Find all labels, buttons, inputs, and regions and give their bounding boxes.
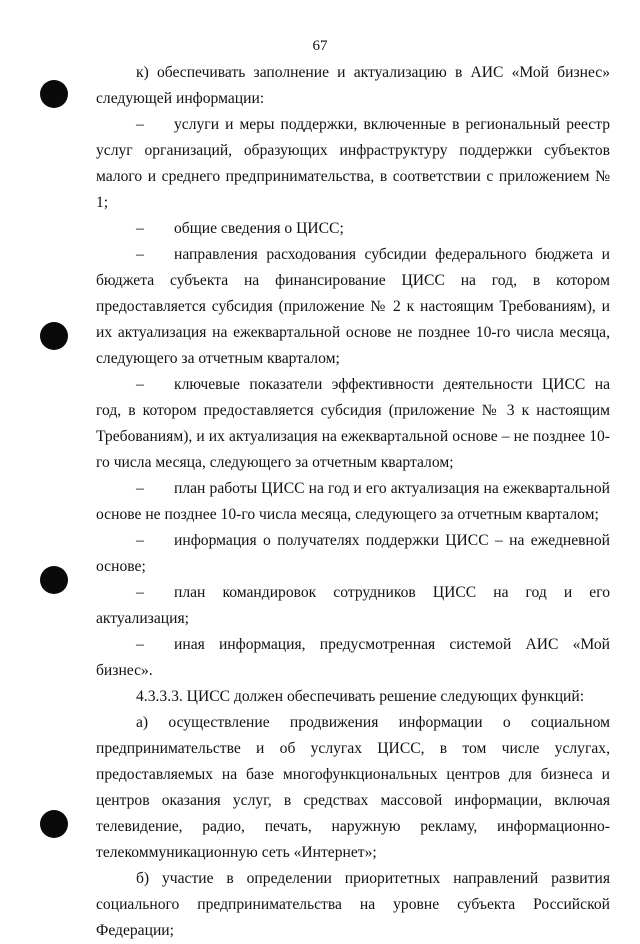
dash-marker: – bbox=[136, 584, 144, 601]
list-item bbox=[96, 216, 610, 242]
list-item-text: направления расходования субсидии федерального бюджета и бюджета субъекта на финансирование ЦИСС на год, в котором предоставляется субсидия (приложение № 2 к настоящим Требованиям), и их актуализация на ежеквартальной основе не позднее 10-го числа месяца, следующего за отчетным кварталом; bbox=[96, 246, 610, 367]
dash-marker: – bbox=[136, 532, 144, 549]
paragraph-k: к) обеспечивать заполнение и актуализацию в АИС «Мой бизнес» следующей информации: bbox=[96, 64, 610, 107]
list-item-text: иная информация, предусмотренная системой АИС «Мой бизнес». bbox=[96, 636, 610, 679]
binder-hole-1 bbox=[40, 80, 68, 108]
dash-marker: – bbox=[136, 480, 144, 497]
page-number: 67 bbox=[312, 38, 328, 54]
binder-hole-2 bbox=[40, 322, 68, 350]
dash-marker: – bbox=[136, 116, 144, 133]
binder-hole-4 bbox=[40, 810, 68, 838]
document-body bbox=[96, 60, 610, 944]
list-item bbox=[96, 528, 610, 580]
dash-marker: – bbox=[136, 246, 144, 263]
dash-marker: – bbox=[136, 636, 144, 653]
list-item bbox=[96, 112, 610, 216]
list-item bbox=[96, 372, 610, 476]
dash-marker: – bbox=[136, 376, 144, 393]
list-item bbox=[96, 242, 610, 372]
list-item bbox=[96, 632, 610, 684]
list-item-text: план командировок сотрудников ЦИСС на год и его актуализация; bbox=[96, 584, 610, 627]
list-item bbox=[96, 580, 610, 632]
list-item-text: общие сведения о ЦИСС; bbox=[174, 220, 344, 237]
section-heading-4-3-3-3: 4.3.3.3. ЦИСС должен обеспечивать решение следующих функций: bbox=[136, 688, 585, 705]
list-item-text: информация о получателях поддержки ЦИСС – на ежедневной основе; bbox=[96, 532, 610, 575]
list-item-text: ключевые показатели эффективности деятельности ЦИСС на год, в котором предоставляется субсидия (приложение № 3 к настоящим Требованиям), и их актуализация на ежеквартальной основе – не позднее 10-го числа месяца, следующего за отчетным кварталом; bbox=[96, 376, 610, 471]
binder-hole-3 bbox=[40, 566, 68, 594]
list-item bbox=[96, 476, 610, 528]
list-item-text: услуги и меры поддержки, включенные в региональный реестр услуг организаций, образующих инфраструктуру поддержки субъектов малого и среднего предпринимательства, в соответствии с приложением № 1; bbox=[96, 116, 610, 211]
dash-marker: – bbox=[136, 220, 144, 237]
list-item-text: план работы ЦИСС на год и его актуализация на ежеквартальной основе не позднее 10-го числа месяца, следующего за отчетным кварталом; bbox=[96, 480, 610, 523]
paragraph-b: б) участие в определении приоритетных направлений развития социального предпринимательства на уровне субъекта Российской Федерации; bbox=[96, 870, 610, 939]
paragraph-a: а) осуществление продвижения информации о социальном предпринимательстве и об услугах ЦИСС, в том числе услугах, предоставляемых на базе многофункциональных центров для бизнеса и центров оказания услуг, в средствах массовой информации, включая телевидение, радио, печать, наружную рекламу, информационно-телекоммуникационную сеть «Интернет»; bbox=[96, 714, 610, 861]
